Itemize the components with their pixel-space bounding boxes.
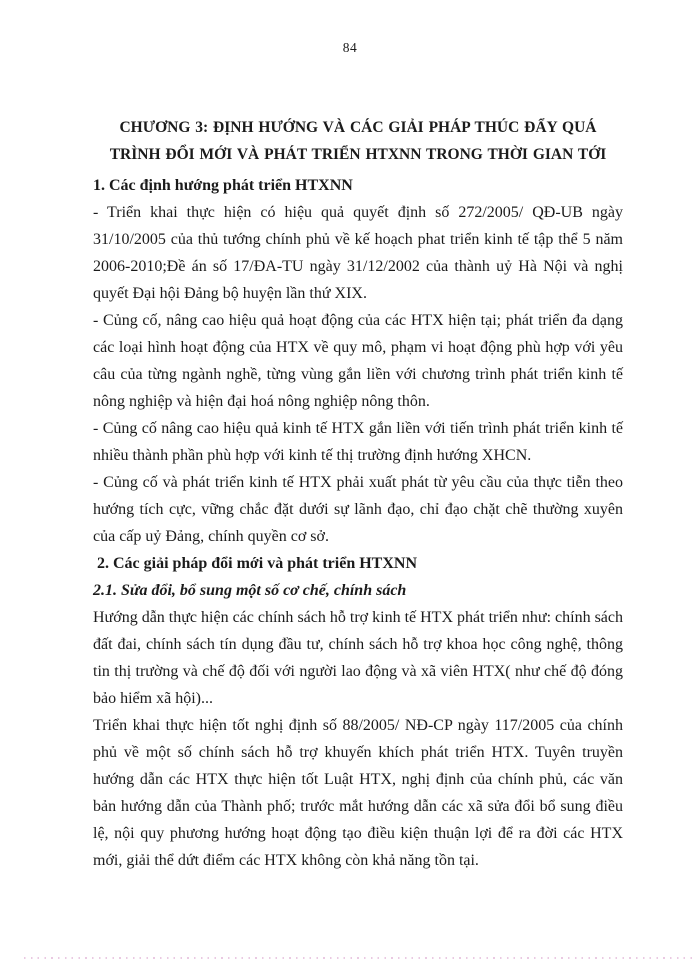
chapter-title: CHƯƠNG 3: ĐỊNH HƯỚNG VÀ CÁC GIẢI PHÁP THÚC ĐẨY QUÁ TRÌNH ĐỔI MỚI VÀ PHÁT TRIỂN HTXNN TRONG THỜI GIAN TỚI: [109, 119, 607, 163]
section-1-heading: 1. Các định hướng phát triển HTXNN: [93, 177, 353, 194]
section-2-heading: 2. Các giải pháp đổi mới và phát triển HTXNN: [97, 555, 417, 572]
subsection-2-1-heading: 2.1. Sửa đổi, bổ sung một số cơ chế, chính sách: [93, 582, 407, 599]
paragraph-directive-2: - Củng cố, nâng cao hiệu quả hoạt động của các HTX hiện tại; phát triển đa dạng các loại hình hoạt động của HTX về quy mô, phạm vi hoạt động phù hợp với yêu câu của từng ngành nghề, từng vùng gắn liền với chương trình phát triển kinh tế nông nghiệp và hiện đại hoá nông nghiệp nông thôn.: [93, 312, 623, 410]
footer-dotted-rule: [24, 957, 696, 959]
paragraph-directive-1: - Triển khai thực hiện có hiệu quả quyết định số 272/2005/ QĐ-UB ngày 31/10/2005 của thủ tướng chính phủ về kế hoạch phat triển kinh tế tập thể 5 năm 2006-2010;Đề án số 17/ĐA-TU ngày 31/12/2002 của thành uỷ Hà Nội và nghị quyết Đại hội Đảng bộ huyện lần thứ XIX.: [93, 204, 623, 302]
paragraph-policy-support: Hướng dẫn thực hiện các chính sách hỗ trợ kinh tế HTX phát triển như: chính sách đất đai, chính sách tín dụng đầu tư, chính sách hỗ trợ khoa học công nghệ, thông tin thị trường và chế độ đối với người lao động và xã viên HTX( như chế độ đóng bảo hiểm xã hội)...: [93, 609, 623, 707]
page-number: 84: [342, 40, 358, 55]
paragraph-decree-implementation: Triển khai thực hiện tốt nghị định số 88/2005/ NĐ-CP ngày 117/2005 của chính phủ về một số chính sách hỗ trợ khuyến khích phát triển HTX. Tuyên truyền hướng dẫn các HTX thực hiện tốt Luật HTX, nghị định của chính phủ, các văn bản hướng dẫn của Thành phố; trước mắt hướng dẫn các xã sửa đổi bổ sung điều lệ, nội quy phương hướng hoạt động tạo điều kiện thuận lợi để ra đời các HTX mới, giải thể dứt điểm các HTX không còn khả năng tồn tại.: [93, 717, 623, 869]
paragraph-directive-3: - Củng cố nâng cao hiệu quả kinh tế HTX gắn liền với tiến trình phát triển kinh tế nhiều thành phần phù hợp với kinh tế thị trường định hướng XHCN.: [93, 420, 623, 464]
paragraph-directive-4: - Củng cố và phát triển kinh tế HTX phải xuất phát từ yêu cầu của thực tiễn theo hướng tích cực, vững chắc đặt dưới sự lãnh đạo, chỉ đạo chặt chẽ thường xuyên của cấp uỷ Đảng, chính quyền cơ sở.: [93, 474, 623, 545]
page-content: [93, 114, 623, 874]
